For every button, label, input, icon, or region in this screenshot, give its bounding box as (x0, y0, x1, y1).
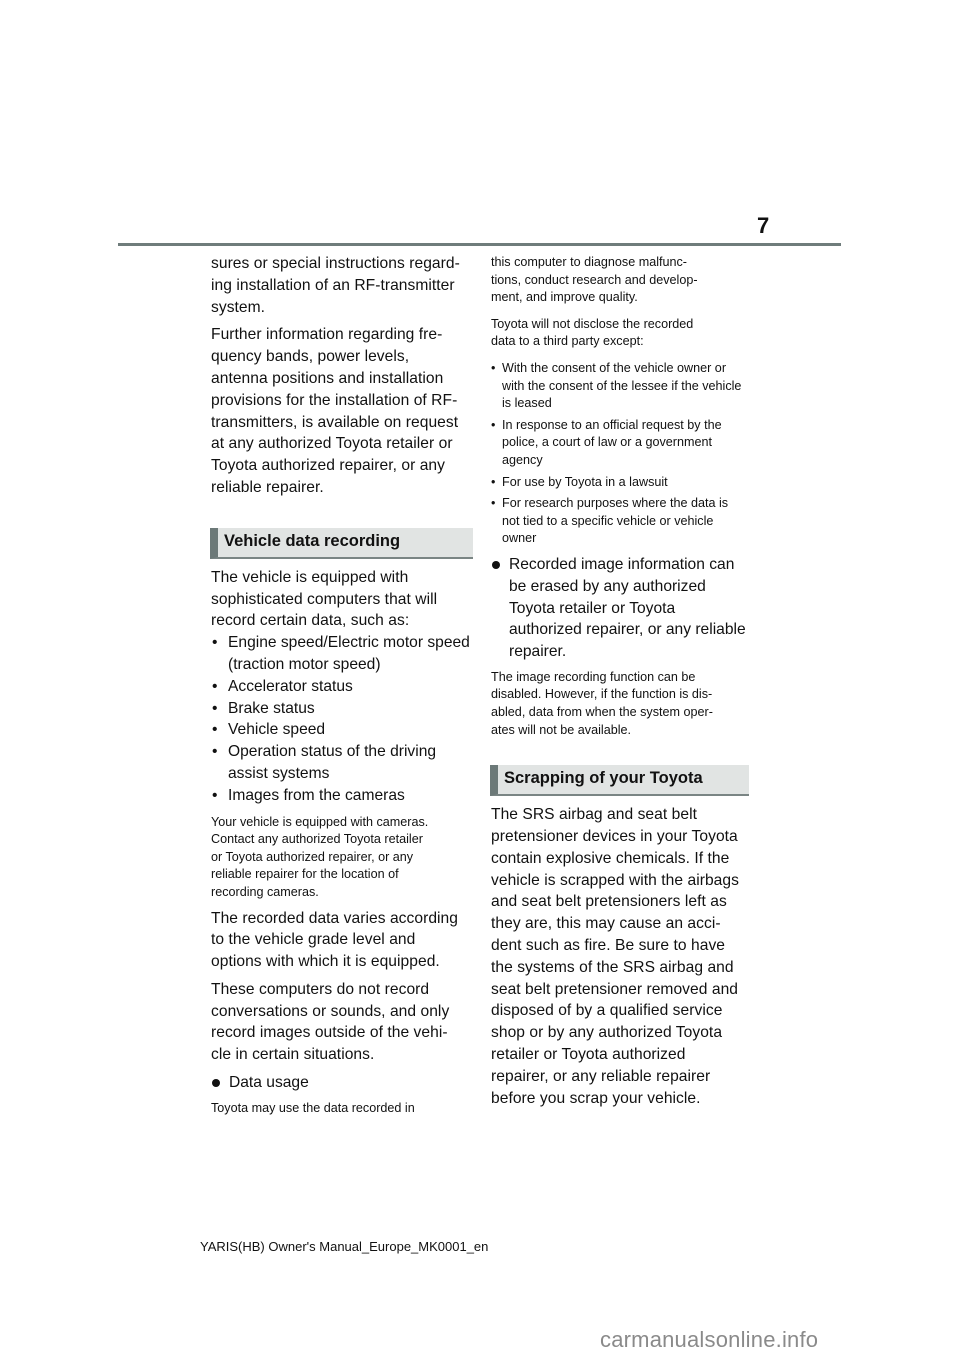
section-heading-vehicle-data-recording: Vehicle data recording (210, 528, 473, 559)
list-item: • Accelerator status (212, 677, 353, 695)
data-varies-paragraph: The recorded data varies according to the vehicle grade level and options with which it is equipped. (211, 909, 459, 971)
disclosure-paragraph: Toyota will not disclose the recorded data to a third party except: (491, 316, 694, 349)
right-column (491, 254, 753, 1115)
list-item: • With the consent of the vehicle owner or with the consent of the lessee if the vehicle is leased (491, 360, 742, 411)
scrapping-paragraph: The SRS airbag and seat belt pretensioner devices in your Toyota contain explosive chemicals. If the vehicle is scrapped with the airbags and seat belt pretensioners left as they are, this may cause an acci- dent such as fire. Be sure to have the systems of the SRS airbag and seat belt pretensioner removed and disposed of by a qualified service shop or by any authorized Toyota retailer or Toyota authorized repairer, or any reliable repairer before you scrap your vehicle. (491, 806, 739, 1107)
list-item: • Engine speed/Electric motor speed (traction motor speed) (212, 634, 470, 673)
bullet-dot-icon (492, 561, 500, 569)
header-rule (118, 243, 841, 246)
vehicle-data-intro: The vehicle is equipped with sophisticated computers that will record certain data, such as: (211, 568, 438, 630)
list-item: • For use by Toyota in a lawsuit (491, 474, 668, 489)
list-item: • In response to an official request by the police, a court of law or a government agency (491, 417, 722, 467)
list-item: • Brake status (212, 699, 315, 717)
rf-transmitter-paragraph: sures or special instructions regard- ing installation of an RF-transmitter system. (211, 255, 460, 316)
data-usage-text: Toyota may use the data recorded in (211, 1100, 415, 1115)
section-heading-scrapping: Scrapping of your Toyota (490, 765, 749, 796)
list-item: • For research purposes where the data is not tied to a specific vehicle or vehicle owner (491, 496, 729, 546)
data-usage-item: Data usage (211, 1072, 473, 1094)
left-column (211, 253, 473, 1123)
disclosure-exceptions-list (491, 360, 746, 548)
image-disable-paragraph: The image recording function can be disabled. However, if the function is dis- abled, data from when the system oper- ates will not be available. (491, 669, 713, 737)
list-item: • Vehicle speed (212, 721, 326, 739)
recorded-data-list (211, 632, 473, 806)
page-number: 7 (757, 213, 770, 238)
bullet-dot-icon (212, 1079, 220, 1087)
no-record-paragraph: These computers do not record conversations or sounds, and only record images outside of the vehi- cle in certain situations. (211, 980, 450, 1064)
camera-note: Your vehicle is equipped with cameras. Contact any authorized Toyota retailer or Toyota authorized repairer, or any reliable repairer for the location of recording cameras. (211, 814, 429, 899)
further-info-paragraph: Further information regarding fre- quency bands, power levels, antenna positions and installation provisions for the installation of RF- transmitters, is available on request at any authorized Toyota retailer or Toyota authorized repairer, or any reliable repairer. (211, 326, 459, 496)
list-item: • Images from the cameras (212, 786, 405, 804)
data-usage-continued: this computer to diagnose malfunc- tions, conduct research and develop- ment, and improve quality. (491, 255, 698, 305)
watermark-link[interactable]: carmanualsonline.info (600, 1327, 819, 1352)
manual-footer: YARIS(HB) Owner's Manual_Europe_MK0001_en (200, 1239, 489, 1254)
image-erase-item: Recorded image information can be erased by any authorized Toyota retailer or Toyota authorized repairer, or any reliable repairer. (491, 554, 749, 663)
list-item: • Operation status of the driving assist systems (212, 743, 437, 782)
